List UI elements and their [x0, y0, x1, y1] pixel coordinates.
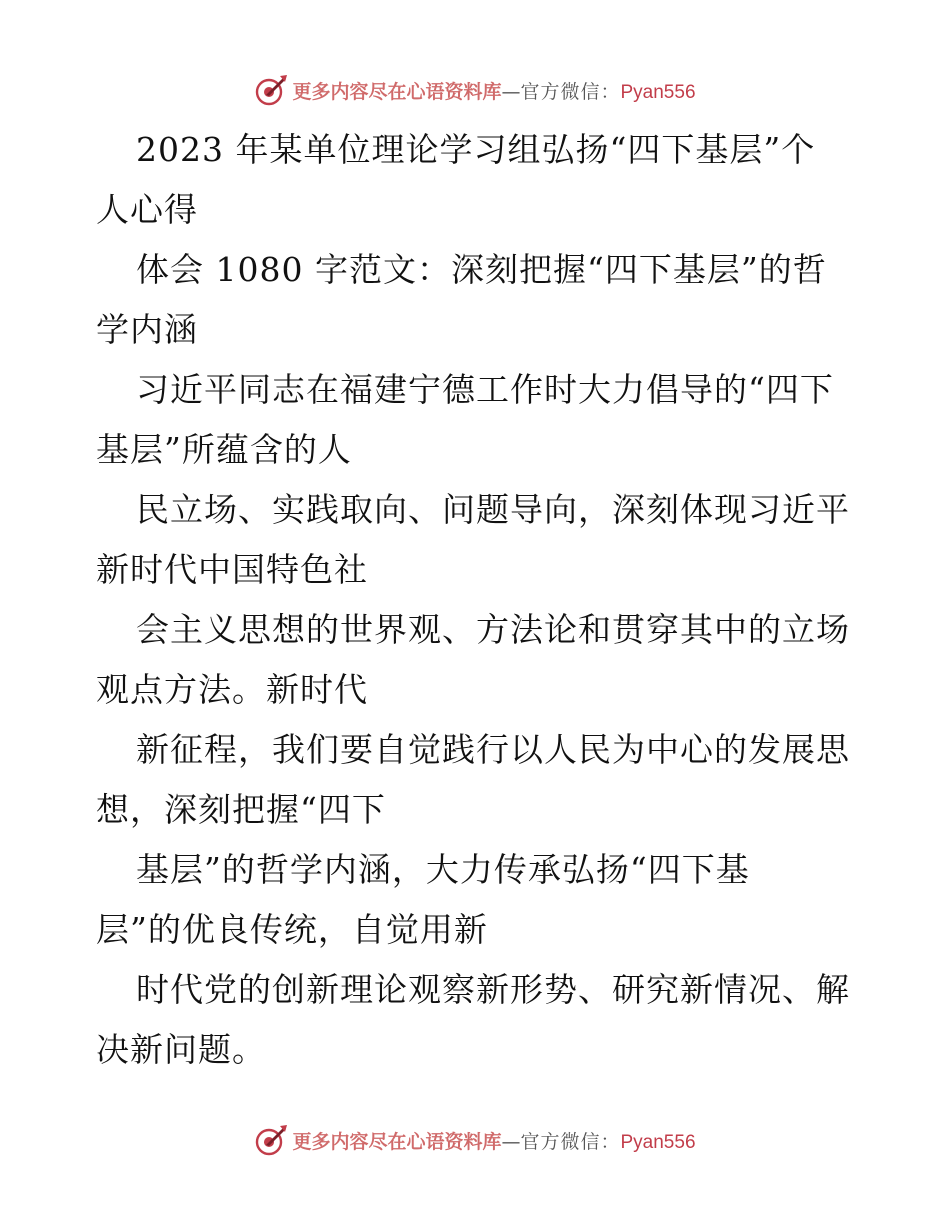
- document-body: [96, 120, 856, 1080]
- quill-pen-logo-icon: [254, 73, 288, 107]
- banner-wechat-id: Pyan556: [620, 81, 696, 103]
- document-title-line-1: 2023 年某单位理论学习组弘扬“四下基层”个 人心得: [96, 130, 816, 229]
- body-paragraph: 会主义思想的世界观、方法论和贯穿其中的立场 观点方法。新时代: [96, 610, 850, 709]
- banner-wechat-id: Pyan556: [620, 1131, 696, 1153]
- banner-separator: —: [501, 80, 521, 103]
- banner-slogan: 更多内容尽在心语资料库: [292, 1130, 502, 1153]
- banner-separator: —: [501, 1130, 521, 1153]
- body-paragraph: 民立场、实践取向、问题导向，深刻体现习近平 新时代中国特色社: [96, 490, 850, 589]
- banner-wechat-label: 官方微信：: [520, 80, 621, 103]
- document-title-line-2: 体会 1080 字范文：深刻把握“四下基层”的哲 学内涵: [96, 250, 827, 349]
- body-paragraph: 时代党的创新理论观察新形势、研究新情况、解 决新问题。: [96, 970, 850, 1069]
- body-paragraph: 习近平同志在福建宁德工作时大力倡导的“四下 基层”所蕴含的人: [96, 370, 834, 469]
- banner-slogan: 更多内容尽在心语资料库: [292, 80, 502, 103]
- banner-wechat-label: 官方微信：: [520, 1130, 621, 1153]
- footer-banner: [0, 1120, 950, 1160]
- header-banner: [0, 70, 950, 110]
- body-paragraph: 新征程，我们要自觉践行以人民为中心的发展思 想，深刻把握“四下: [96, 730, 850, 829]
- body-paragraph: 基层”的哲学内涵，大力传承弘扬“四下基 层”的优良传统，自觉用新: [96, 850, 750, 949]
- quill-pen-logo-icon: [254, 1123, 288, 1157]
